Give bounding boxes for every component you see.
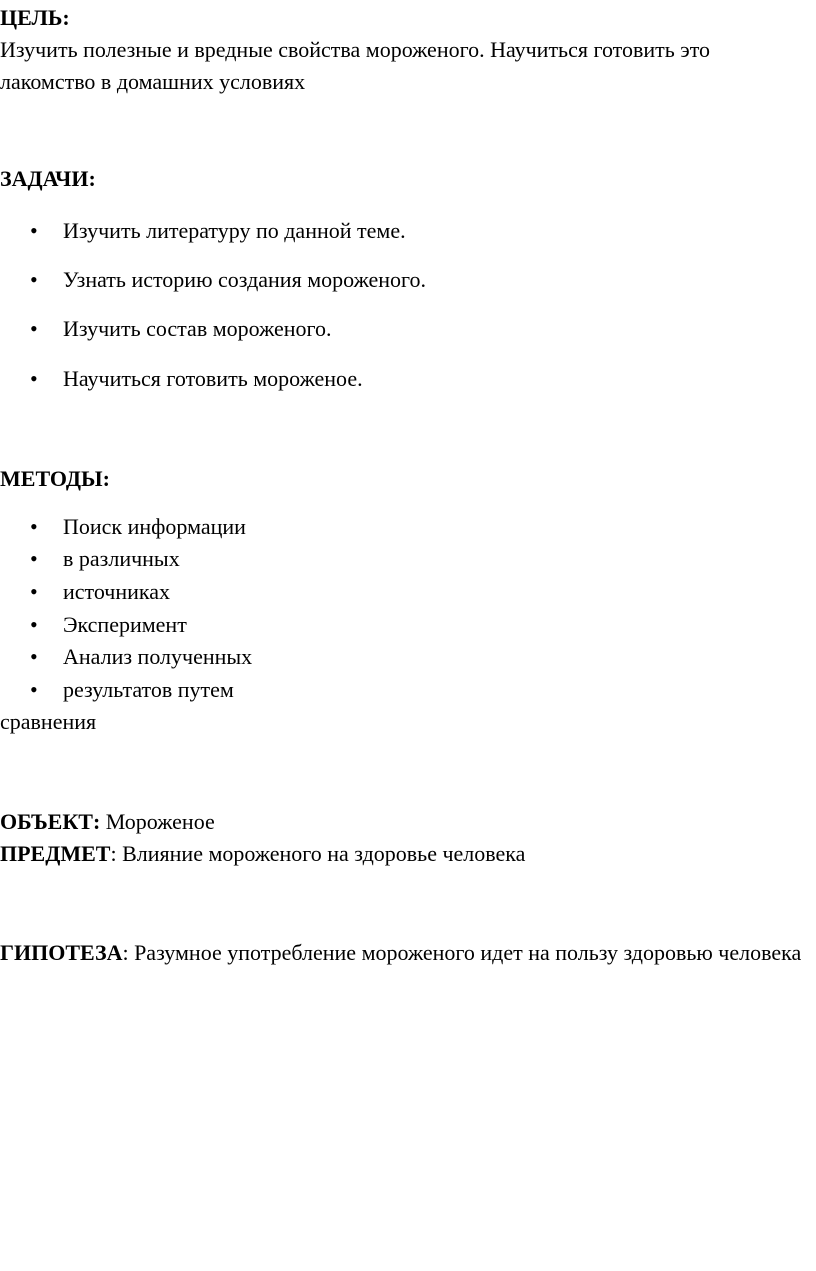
method-item: • источниках [30,576,170,608]
hypothesis-value: : Разумное употребление мороженого идет на пользу здоровью человека [122,940,802,965]
method-item: • Поиск информации [30,511,246,543]
hypothesis-label: ГИПОТЕЗА [0,940,123,965]
task-item: • Изучить литературу по данной теме. [30,215,406,247]
bullet-icon: • [30,579,38,604]
goal-heading: ЦЕЛЬ: [0,5,70,30]
goal-text: Изучить полезные и вредные свойства мороженого. Научиться готовить это лакомство в домашних условиях [0,37,711,94]
bullet-icon: • [30,612,38,637]
subject-value: : Влияние мороженого на здоровье человека [110,841,526,866]
method-item: • Анализ полученных [30,641,252,673]
object-line [0,806,215,838]
bullet-icon: • [30,644,38,669]
object-label: ОБЪЕКТ: [0,809,101,834]
task-item: • Научиться готовить мороженое. [30,363,363,395]
methods-continuation: сравнения [0,709,97,734]
subject-label: ПРЕДМЕТ [0,841,111,866]
bullet-icon: • [30,316,38,341]
hypothesis-paragraph [0,937,810,969]
bullet-icon: • [30,267,38,292]
method-item: • в различных [30,543,180,575]
method-item: • Эксперимент [30,609,187,641]
method-item: • результатов путем [30,674,234,706]
bullet-icon: • [30,366,38,391]
bullet-icon: • [30,218,38,243]
object-value: Мороженое [100,809,215,834]
tasks-heading: ЗАДАЧИ: [0,166,96,191]
bullet-icon: • [30,677,38,702]
bullet-icon: • [30,514,38,539]
methods-heading: МЕТОДЫ: [0,466,110,491]
task-item: • Узнать историю создания мороженого. [30,264,426,296]
task-item: • Изучить состав мороженого. [30,313,332,345]
bullet-icon: • [30,546,38,571]
subject-line [0,838,525,870]
